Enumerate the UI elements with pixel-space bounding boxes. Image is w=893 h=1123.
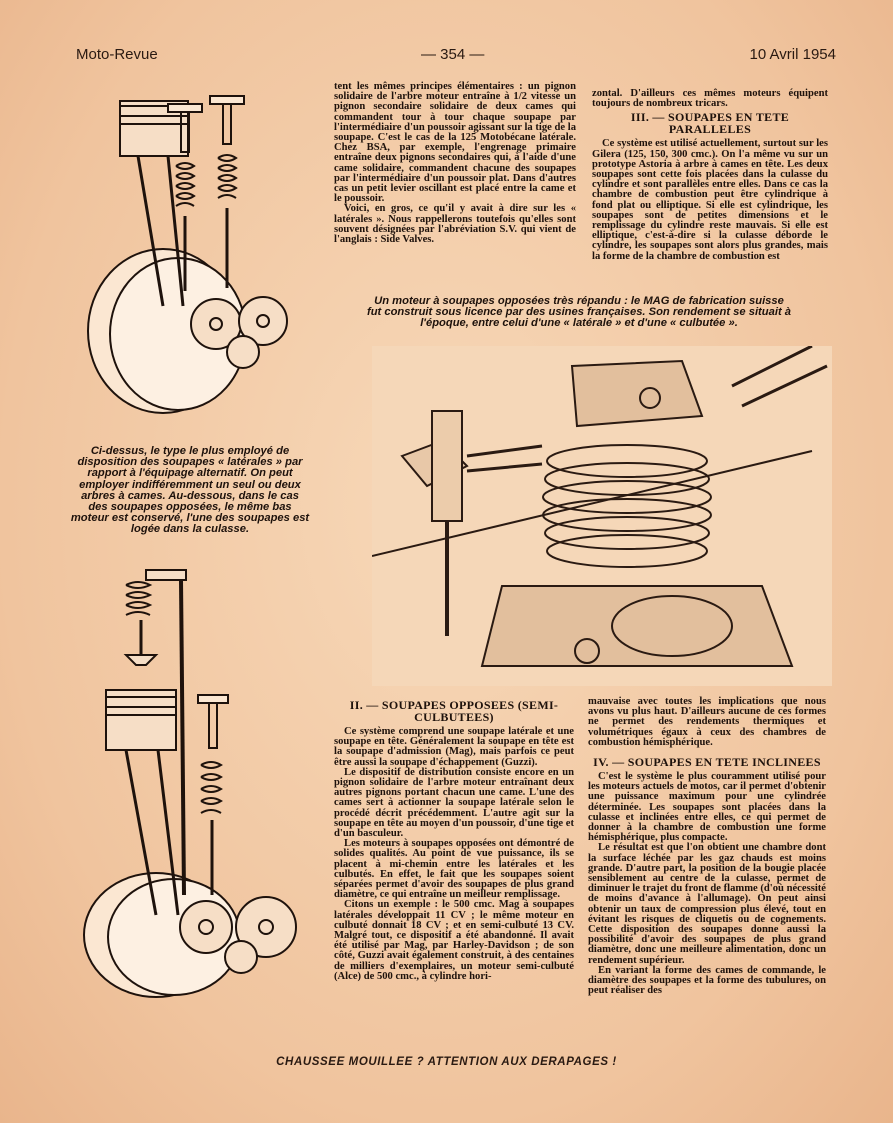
section-title-ii: II. — SOUPAPES OPPOSEES (SEMI-CULBUTEES): [349, 698, 559, 724]
paragraph: mauvaise avec toutes les implications que nous avons vu plus haut. D'ailleurs aucune de ces formes ne permet des rendements thermiques et volumétriques égaux à ceux des chambres de combustion hémisphérique.: [588, 696, 826, 748]
diagram-caption: Ci-dessus, le type le plus employé de disposition des soupapes « latérales » par rapport à l'équipage alternatif. On peut employer indifféremment un seul ou deux arbres à cames. Au-dessous, dans le cas des soupapes opposées, le même bas moteur est conservé, l'une des soupapes est logée dans la culasse.: [70, 445, 310, 536]
column-section-ii: [334, 697, 574, 982]
paragraph: Voici, en gros, ce qu'il y avait à dire sur les « latérales ». Nous rappellerons toutefois qu'elles sont souvent désignées par l'abréviation S.V. qui vient de l'anglais : Side Valves.: [334, 203, 576, 246]
section-title-iv: IV. — SOUPAPES EN TETE INCLINEES: [593, 755, 821, 770]
photo-caption: Un moteur à soupapes opposées très répandu : le MAG de fabrication suisse fut construit sous licence par des usines françaises. Son rendement se situait à l'époque, entre celui d'une « latérale » et d'une « culbutée ».: [366, 295, 792, 330]
page-header: [76, 46, 836, 70]
column-right-bottom: [588, 697, 826, 996]
paragraph: Le dispositif de distribution consiste encore en un pignon solidaire de l'arbre moteur entraînant deux autres pignons portant chacun une came. L'une des cames sert à actionner la soupape latérale selon le procédé décrit précédemment. L'autre agit sur la soupape en tête au moyen d'un poussoir, d'une tige et d'un basculeur.: [334, 766, 574, 840]
column-middle-top: [334, 82, 576, 245]
paragraph: Les moteurs à soupapes opposées ont démontré de solides qualités. Au point de vue puissance, ils se placent à mi-chemin entre les latérales et les culbutés. En effet, le fait que les soupapes soient séparées permet d'avoir des soupapes de plus grand diamètre, ce qui entraîne un meilleur remplissage.: [334, 838, 574, 901]
paragraph: Le résultat est que l'on obtient une chambre dont la surface léchée par les gaz chauds est moins grande. D'autre part, la position de la bougie placée sensiblement au centre de la culasse, permet de diminuer le trajet du front de flamme (d'où nécessité de moins d'avance à l'allumage). On peut ainsi obtenir un taux de compression plus élevé, tout en évitant les risques de cliquetis ou de cognements. Cette disposition des soupapes donne aussi la possibilité d'avoir des soupapes de plus grand diamètre, donc une meilleure alimentation, donc un rendement supérieur.: [588, 842, 826, 966]
magazine-title: Moto-Revue: [76, 46, 158, 63]
column-right-top: [592, 89, 828, 262]
side-valve-illustration: [68, 76, 318, 426]
paragraph: En variant la forme des cames de commande, le diamètre des soupapes et la forme des tubulures, on peut réaliser des: [588, 964, 826, 997]
issue-date: 10 Avril 1954: [749, 46, 836, 63]
section-title-iii: III. — SOUPAPES EN TETE PARALLELES: [630, 110, 790, 137]
mag-engine-photo: [372, 346, 832, 686]
paragraph: Citons un exemple : le 500 cmc. Mag à soupapes latérales développait 11 CV ; le même moteur en culbuté donnait 18 CV ; et en semi-culbuté 13 CV. Malgré tout, ce dispositif a été abandonné. Il avait été utilisé par Mag, par Harley-Davidson ; de son côté, Guzzi avait également construit, à des centaines de milliers d'exemplaires, un moteur semi-culbuté (Alce) de 500 cmc., à cylindre hori-: [334, 899, 574, 982]
page-number: — 354 —: [421, 46, 485, 63]
paragraph: Ce système est utilisé actuellement, surtout sur les Gilera (125, 150, 300 cmc.). On l'a même vu sur un prototype Astoria à arbre à cames en tête. Les deux soupapes sont cette fois placées dans la culasse du cylindre et sont parallèles entre elles. Dans ce cas la chambre de combustion peut être cylindrique à fond plat ou elliptique. Si elle est cylindrique, les soupapes sont de petites dimensions et le remplissage du cylindre reste mauvais. Si elle est elliptique, c'est-à-dire si la culasse déborde le cylindre, les soupapes sont alors plus grandes, mais la forme de la chambre de combustion est: [592, 138, 828, 262]
paragraph: tent les mêmes principes élémentaires : un pignon solidaire de l'arbre moteur entraîne à 1/2 vitesse un pignon secondaire solidaire de deux cames qui commandent tour à tour chaque soupape par l'intermédiaire d'un poussoir agissant sur la tige de la soupape. C'est le cas de la 125 Motobécane latérale. Chez BSA, par exemple, l'engrenage primaire entraîne deux pignons secondaires qui, à l'aide d'une came solidaire, commandent chacune des soupapes par l'intermédiaire d'un poussoir plat. Dans d'autres cas un petit levier oscillant est placé entre la came et le poussoir.: [334, 81, 576, 205]
paragraph: Ce système comprend une soupape latérale et une soupape en tête. Généralement la soupape en tête est la soupape d'admission (Mag), mais parfois ce peut être aussi la soupape d'échappement (Guzzi).: [334, 726, 574, 768]
paragraph: zontal. D'ailleurs ces mêmes moteurs équipent toujours de nombreux tricars.: [592, 88, 828, 110]
opposed-valve-illustration: [66, 565, 316, 1005]
paragraph: C'est le système le plus couramment utilisé pour les moteurs actuels de motos, car il permet d'obtenir une puissance maximum pour une cylindrée déterminée. Les soupapes sont placées dans la culasse et inclinées entre elles, ce qui permet de donner à la chambre de combustion une forme hémisphérique, plus compacte.: [588, 771, 826, 844]
footer-slogan: CHAUSSEE MOUILLEE ? ATTENTION AUX DERAPAGES !: [276, 1056, 617, 1068]
